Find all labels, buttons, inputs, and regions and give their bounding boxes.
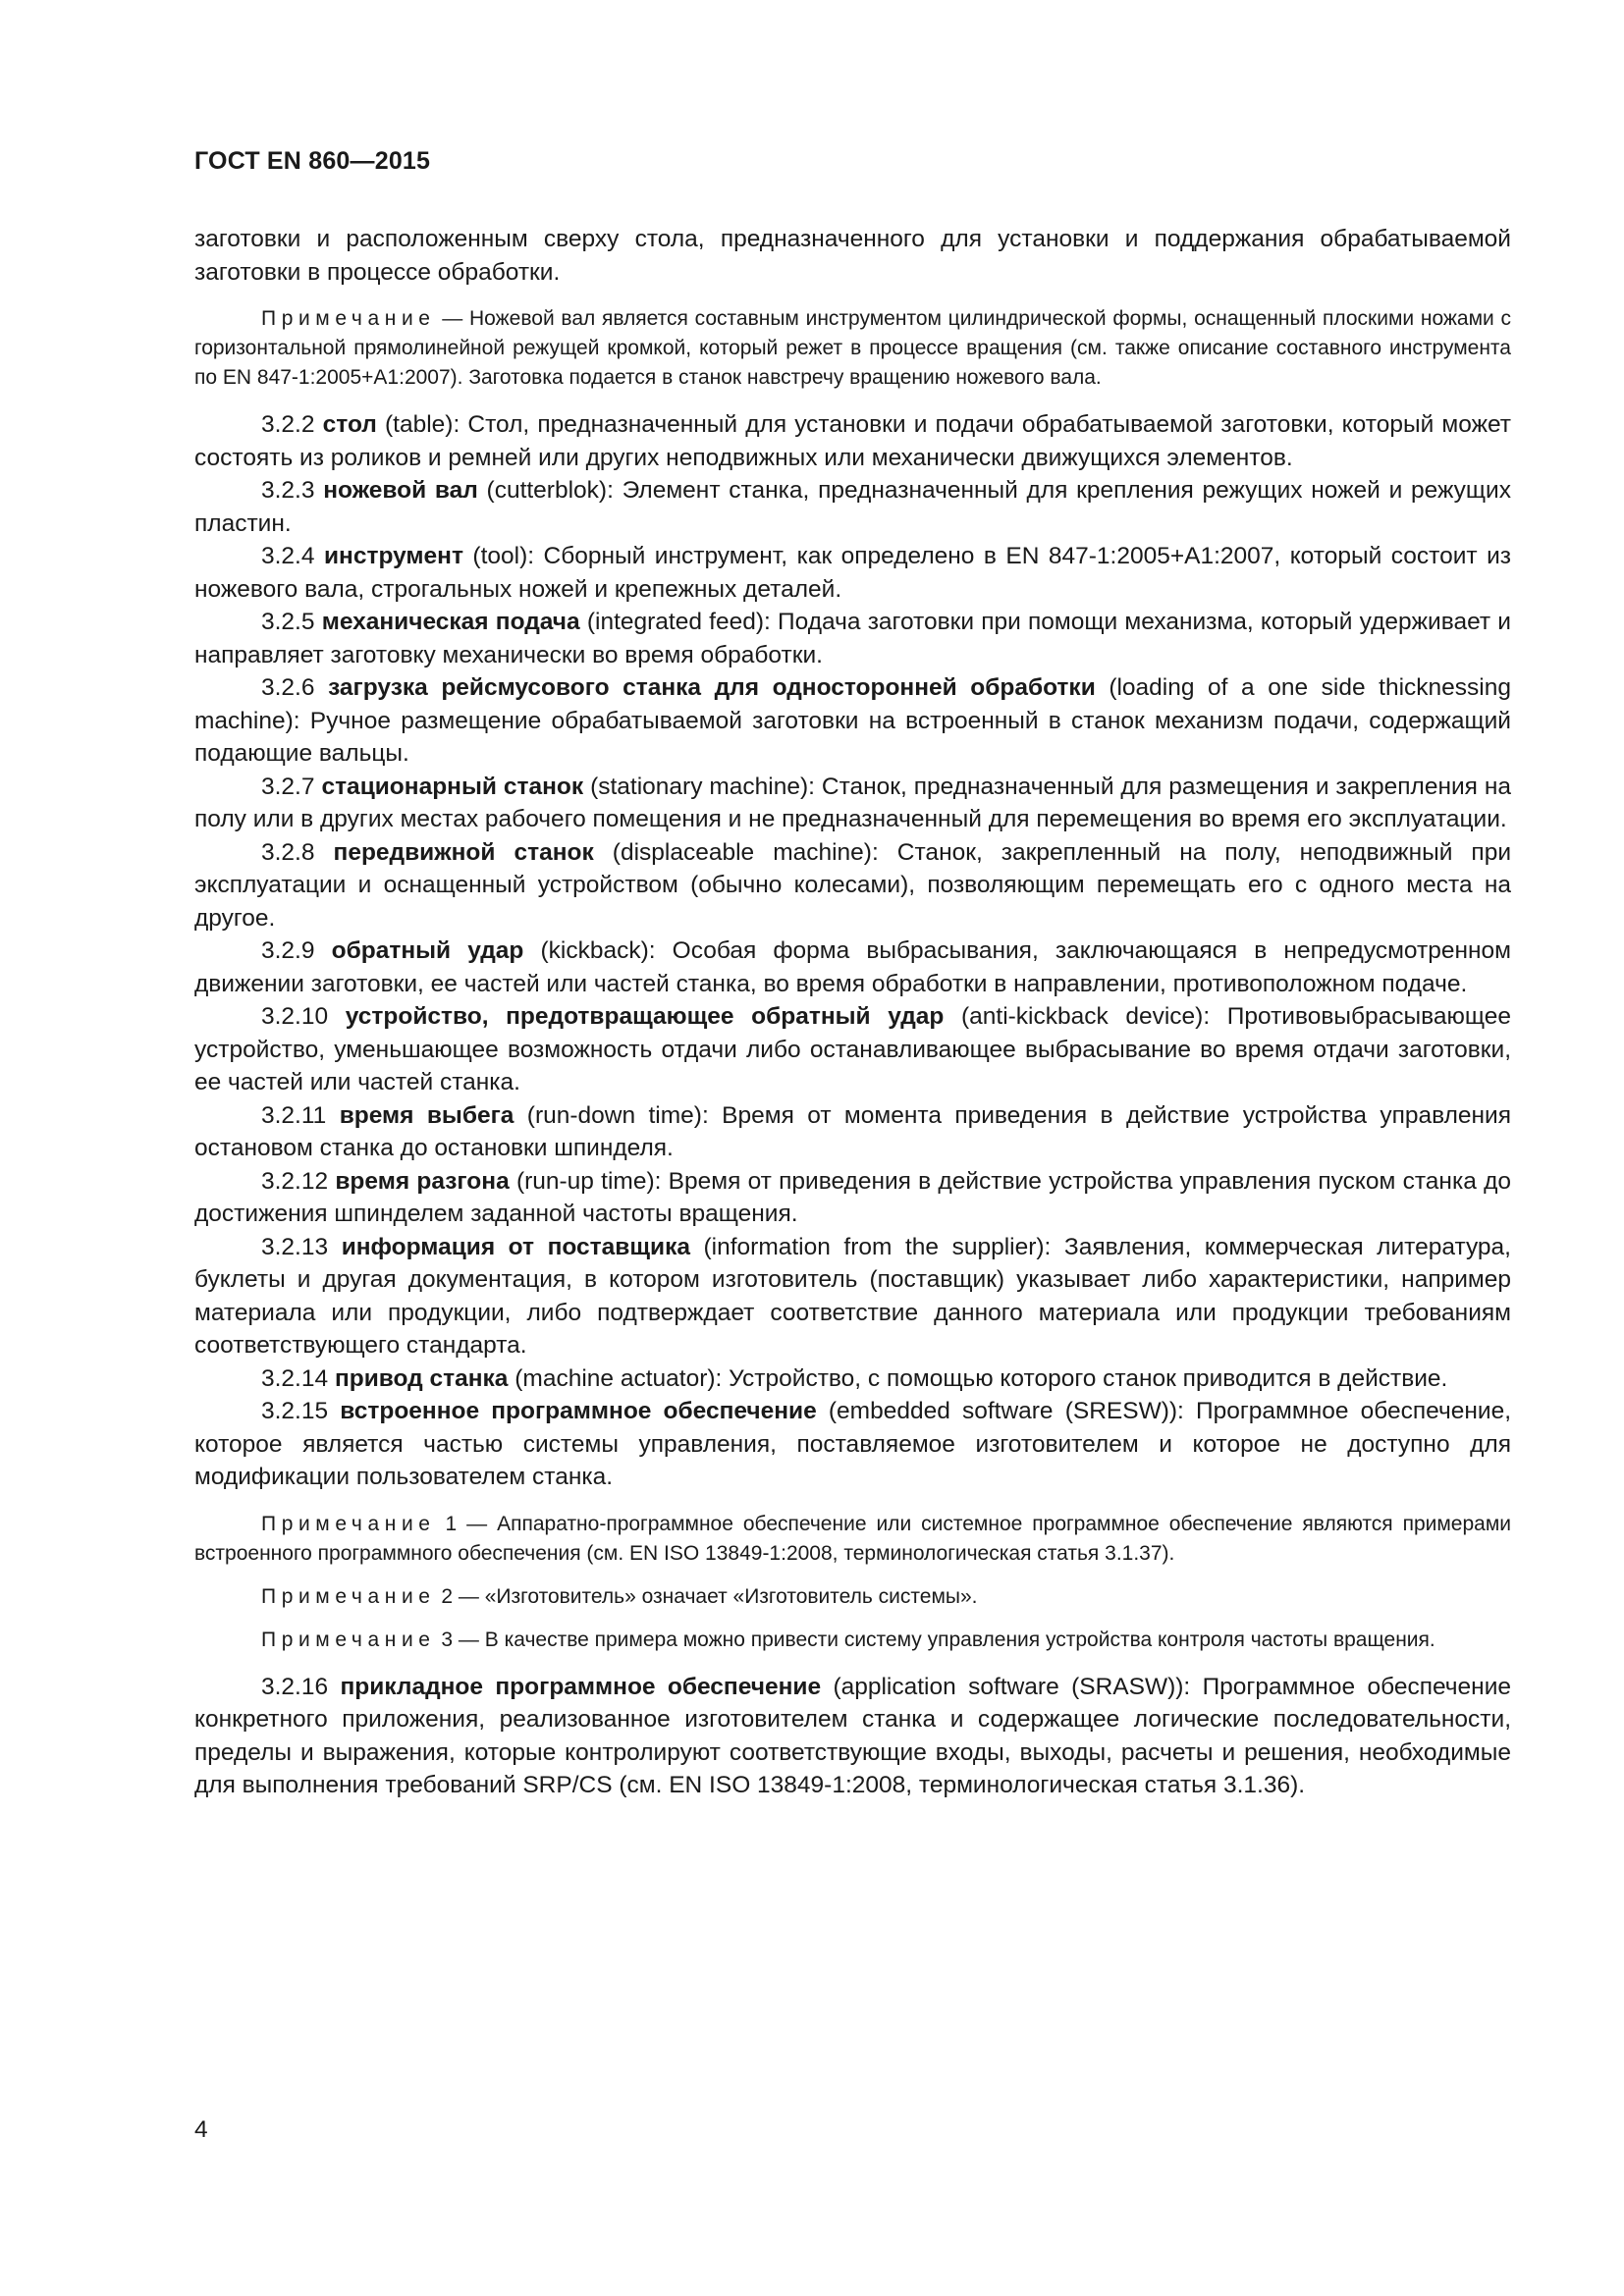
term-3-2-7	[194, 771, 1511, 836]
term-name: загрузка рейсмусового станка для односторонней обработки	[328, 674, 1096, 701]
term-name: инструмент	[323, 543, 463, 569]
term-3-2-6	[194, 671, 1511, 771]
term-number: 3.2.12	[261, 1167, 329, 1195]
note-2	[194, 1582, 1511, 1612]
term-name: передвижной станок	[333, 838, 594, 866]
term-definition: (kickback): Особая форма выбрасывания, заключающаяся в непредусмотренном движении заготовки, ее частей или частей станка, во время обработки в направлении, противоположном подаче.	[194, 937, 1512, 997]
note-label: Примечание	[261, 1512, 436, 1535]
note-label: Примечание	[261, 1628, 436, 1651]
term-definition: (run-up time): Время от приведения в действие устройства управления пуском станка до достижения шпинделем заданной частоты вращения.	[194, 1167, 1511, 1227]
note-text: — Ножевой вал является составным инструментом цилиндрической формы, оснащенный плоскими ножами с горизонтальной прямолинейной режущей кромкой, который режет в процессе вращения (см. также описание составного инструмента по EN 847-1:2005+A1:2007). Заготовка подается в станок навстречу вращению ножевого вала.	[194, 307, 1511, 389]
note-text: 3 — В качестве примера можно привести систему управления устройства контроля частоты вращения.	[435, 1628, 1435, 1651]
term-3-2-15	[194, 1395, 1511, 1494]
term-3-2-12	[194, 1165, 1511, 1231]
term-definition: (anti-kickback device): Противовыбрасывающее устройство, уменьшающее возможность отдачи либо останавливающее выбрасывание во время отдачи заготовки, ее частей или частей станка.	[194, 1003, 1511, 1095]
term-definition: (integrated feed): Подача заготовки при помощи механизма, который удерживает и направляет заготовку механически во время обработки.	[194, 609, 1511, 668]
term-3-2-13	[194, 1231, 1511, 1362]
term-number: 3.2.10	[261, 1003, 329, 1030]
term-number: 3.2.13	[261, 1233, 329, 1260]
term-number: 3.2.5	[261, 609, 315, 635]
term-3-2-11	[194, 1099, 1511, 1165]
term-number: 3.2.2	[261, 411, 315, 438]
term-name: стационарный станок	[321, 773, 584, 800]
term-3-2-3	[194, 474, 1511, 540]
document-header: ГОСТ EN 860—2015	[194, 147, 431, 175]
term-name: стол	[322, 411, 377, 438]
page-body	[194, 223, 1511, 1802]
term-definition: (table): Стол, предназначенный для установки и подачи обрабатываемой заготовки, который может состоять из роликов и ремней или других неподвижных или механически движущихся элементов.	[194, 411, 1512, 471]
term-3-2-8	[194, 836, 1511, 935]
term-number: 3.2.3	[261, 477, 315, 504]
term-name: обратный удар	[331, 937, 524, 964]
term-definition: (displaceable machine): Станок, закрепленный на полу, неподвижный при эксплуатации и оснащенный устройством (обычно колесами), позволяющим перемещать его с одного места на другое.	[194, 838, 1512, 932]
term-definition: (embedded software (SRESW)): Программное обеспечение, которое является частью системы управления, поставляемое изготовителем и которое не доступно для модификации пользователем станка.	[194, 1398, 1512, 1490]
term-3-2-14	[194, 1362, 1511, 1396]
term-3-2-9	[194, 934, 1511, 1000]
term-number: 3.2.7	[261, 773, 315, 800]
term-definition: (cutterblok): Элемент станка, предназначенный для крепления режущих ножей и режущих пластин.	[194, 477, 1511, 537]
term-number: 3.2.9	[261, 937, 315, 964]
term-number: 3.2.6	[261, 674, 315, 701]
term-definition: (information from the supplier): Заявления, коммерческая литература, буклеты и другая документация, в котором изготовитель (поставщик) указывает либо характеристики, например материала или продукции, либо подтверждает соответствие данного материала или продукции требованиям соответствующего стандарта.	[194, 1233, 1511, 1359]
term-definition: (run-down time): Время от момента приведения в действие устройства управления остановом станка до остановки шпинделя.	[194, 1101, 1511, 1161]
term-3-2-2	[194, 408, 1511, 474]
term-definition: (application software (SRASW)): Программное обеспечение конкретного приложения, реализованное изготовителем станка и содержащее логические последовательности, пределы и выражения, которые контролируют соответствующие входы, выходы, расчеты и решения, необходимые для выполнения требований SRP/CS (см. EN ISO 13849-1:2008, терминологическая статья 3.1.36).	[194, 1673, 1512, 1798]
term-number: 3.2.4	[261, 543, 315, 569]
note-3	[194, 1626, 1511, 1655]
note-cutterblock	[194, 304, 1511, 393]
note-text: 1 — Аппаратно-программное обеспечение или системное программное обеспечение являются примерами встроенного программного обеспечения (см. EN ISO 13849-1:2008, терминологическая статья 3.1.37).	[194, 1512, 1511, 1565]
term-name: привод станка	[334, 1364, 509, 1392]
term-3-2-16	[194, 1671, 1511, 1802]
note-label: Примечание	[261, 307, 436, 330]
term-name: время выбега	[339, 1101, 514, 1129]
term-3-2-4	[194, 540, 1511, 606]
term-definition: (tool): Сборный инструмент, как определено в EN 847-1:2005+A1:2007, который состоит из ножевого вала, строгальных ножей и крепежных деталей.	[194, 543, 1511, 603]
term-name: информация от поставщика	[341, 1233, 690, 1260]
term-number: 3.2.11	[261, 1101, 327, 1129]
term-name: прикладное программное обеспечение	[340, 1673, 822, 1700]
term-definition: (loading of a one side thicknessing machine): Ручное размещение обрабатываемой заготовки на встроенный в станок механизм подачи, содержащий подающие вальцы.	[194, 674, 1511, 767]
term-name: устройство, предотвращающее обратный удар	[345, 1003, 945, 1030]
note-text: 2 — «Изготовитель» означает «Изготовитель системы».	[435, 1584, 978, 1608]
term-definition: (machine actuator): Устройство, с помощью которого станок приводится в действие.	[508, 1364, 1448, 1392]
note-label: Примечание	[261, 1584, 436, 1608]
term-3-2-10	[194, 1000, 1511, 1099]
term-name: механическая подача	[321, 609, 580, 635]
term-name: время разгона	[335, 1167, 510, 1195]
term-number: 3.2.15	[261, 1398, 329, 1424]
term-number: 3.2.16	[261, 1673, 329, 1700]
term-definition: (stationary machine): Станок, предназначенный для размещения и закрепления на полу или в других местах рабочего помещения и не предназначенный для перемещения во время его эксплуатации.	[194, 773, 1512, 832]
term-number: 3.2.14	[261, 1364, 329, 1392]
note-1	[194, 1510, 1511, 1569]
term-name: ножевой вал	[323, 477, 478, 504]
intro-paragraph: заготовки и расположенным сверху стола, предназначенного для установки и поддержания обрабатываемой заготовки в процессе обработки.	[194, 226, 1511, 286]
term-number: 3.2.8	[261, 838, 315, 866]
term-3-2-5	[194, 606, 1511, 671]
page-number: 4	[194, 2116, 208, 2143]
term-name: встроенное программное обеспечение	[340, 1398, 817, 1424]
